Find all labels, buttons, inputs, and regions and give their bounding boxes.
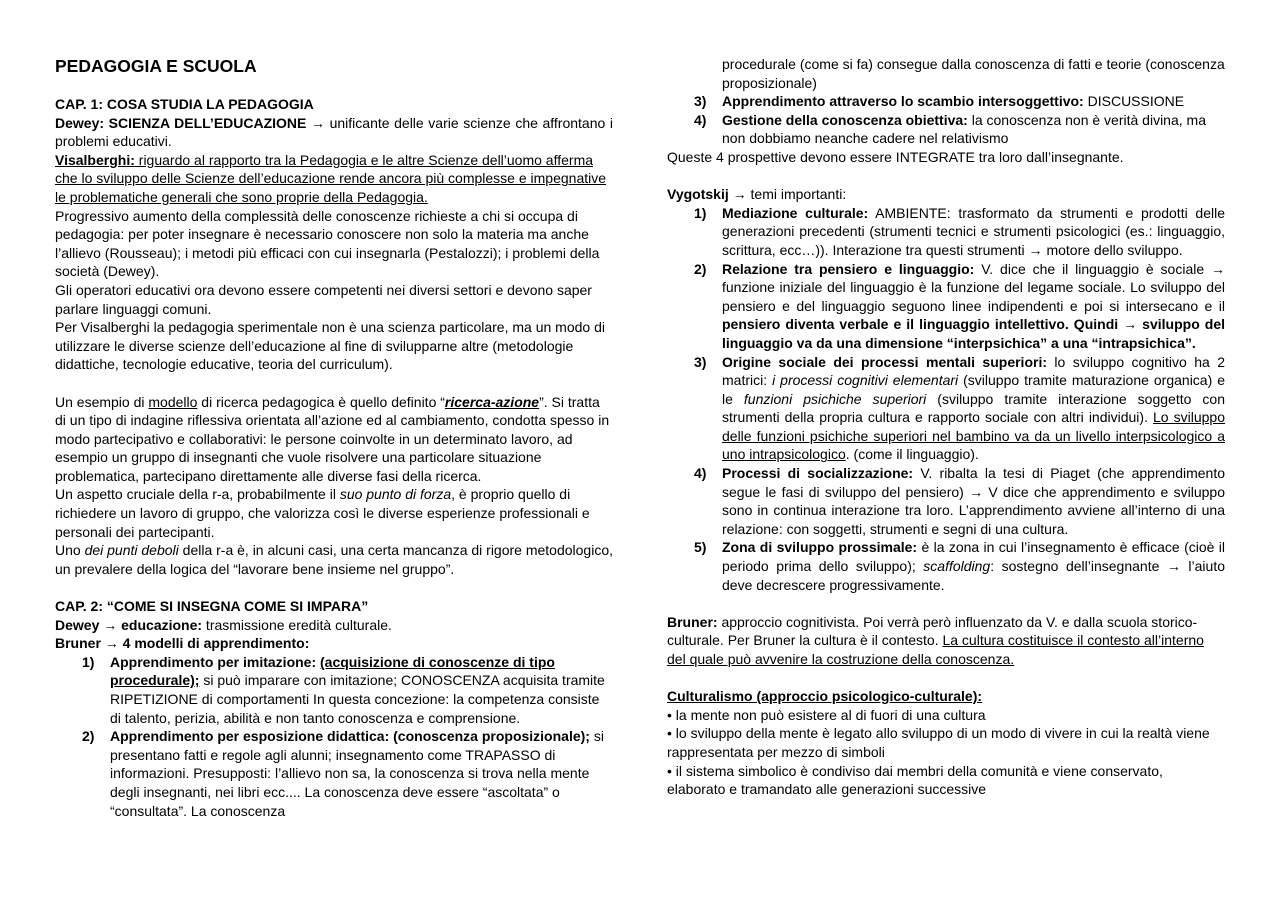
culturalismo-heading: Culturalismo (approccio psicologico-culturale):: [667, 688, 983, 705]
culturalismo-bullet: • lo sviluppo della mente è legato allo sviluppo di un modo di vivere in cui la realtà viene rappresentata per mezzo di simboli: [667, 725, 1210, 760]
list-item: 5) Zona di sviluppo prossimale: è la zona in cui l’insegnamento è efficace (cioè il periodo prima dello sviluppo); scaffolding: sostegno dell’insegnante → l’aiuto deve decrescere progressivamente.: [694, 539, 1225, 593]
ricerca-azione-term: ricerca-azione: [444, 393, 540, 410]
visalberghi-text: riguardo al rapporto tra la Pedagogia e le altre Scienze dell’uomo afferma che lo sviluppo delle Scienze dell’educazione rende ancora più complesse e impegnative le problematiche generali che sono proprie della Pedagogia.: [55, 151, 607, 205]
dewey-education: Dewey → educazione: trasmissione eredità culturale.: [55, 616, 392, 633]
dewey-arrow: →: [306, 114, 330, 131]
list-item: 4) Processi di socializzazione: V. ribalta la tesi di Piaget (che apprendimento segue le fasi di sviluppo del pensiero) → V dice che apprendimento e sviluppo sono in continua interazione tra loro. L’apprendimento avviene all’interno di una relazione: con soggetti, strumenti e segni di una cultura.: [694, 465, 1225, 537]
page-title: PEDAGOGIA E SCUOLA: [55, 56, 257, 76]
right-column: [667, 55, 1225, 799]
culturalismo-bullet: • il sistema simbolico è condiviso dai membri della comunità e viene conservato, elaborato e tramandato alle generazioni successive: [667, 762, 1163, 798]
culturalismo-bullet: • la mente non può esistere al di fuori di una cultura: [667, 706, 986, 723]
integrate-note: Queste 4 prospettive devono essere INTEGRATE tra loro dall’insegnante.: [667, 148, 1124, 165]
dewey-text: unificante delle varie scienze che affrontano i problemi educativi.: [55, 114, 613, 150]
visalberghi-label: Visalberghi:: [55, 151, 135, 168]
list-item: 4) Gestione della conoscenza obiettiva: la conoscenza non è verità divina, ma non dobbiamo neanche cadere nel relativismo: [694, 111, 1206, 147]
vygotskij-heading: Vygotskij → temi importanti:: [667, 186, 847, 203]
list-item: 3) Apprendimento attraverso lo scambio intersoggettivo: DISCUSSIONE: [694, 93, 1185, 110]
paragraph-weakness: Uno dei punti deboli della r-a è, in alcuni casi, una certa mancanza di rigore metodologico, un prevalere della logica del “lavorare bene insieme nel gruppo”.: [55, 542, 613, 577]
list-item: 2) Apprendimento per esposizione didattica: (conoscenza proposizionale); si presentano fatti e regole agli alunni; insegnamento come TRAPASSO di informazioni. Presupposti: l’allievo non sa, la conoscenza si trova nella mente degli insegnanti, nei libri ecc.... La conoscenza deve essere “ascoltata” o “consultata”. La conoscenza: [82, 728, 604, 819]
list-item: 2) Relazione tra pensiero e linguaggio: V. dice che il linguaggio è sociale → funzione iniziale del linguaggio è la funzione del legame sociale. Lo sviluppo del pensiero e del linguaggio seguono linee indipendenti e poi si intersecano e il pensiero diventa verbale e il linguaggio intellettivo. Quindi → sviluppo del linguaggio va da una dimensione “interpsichica” a una “intrapsichica”.: [694, 260, 1226, 351]
modello-term: modello: [148, 393, 198, 410]
paragraph-strength: Un aspetto cruciale della r-a, probabilmente il suo punto di forza, è proprio quello di richiedere un lavoro di gruppo, che valorizza così le diverse esperienze professionali e personali dei partecipanti.: [55, 486, 590, 540]
vygotskij-list: [667, 204, 1225, 594]
paragraph-experimental: Per Visalberghi la pedagogia sperimentale non è una scienza particolare, ma un modo di utilizzare le diverse scienze dell’educazione al fine di svilupparne altre (metodologie didattiche, tecnologie educative, teoria del curriculum).: [55, 319, 605, 373]
cap2-heading: CAP. 2: “COME SI INSEGNA COME SI IMPARA”: [55, 598, 369, 615]
paragraph-complexity: Progressivo aumento della complessità delle conoscenze richieste a chi si occupa di pedagogia: per poter insegnare è necessario conoscere non solo la materia ma anche l’allievo (Rousseau); i metodi più efficaci con cui insegnarla (Pestalozzi); i problemi della società (Dewey).: [55, 207, 600, 280]
visalberghi-paragraph: [55, 151, 613, 207]
list-item: 3) Origine sociale dei processi mentali superiori: lo sviluppo cognitivo ha 2 matrici: i processi cognitivi elementari (sviluppo tramite maturazione organica) e le funzioni psichiche superiori (sviluppo tramite interazione soggetto con strumenti della propria cultura e rapporto sociale con altri individui). Lo sviluppo delle funzioni psichiche superiori nel bambino va da un livello interpsicologico a uno intrapsicologico. (come il linguaggio).: [694, 353, 1226, 463]
dewey-paragraph: [55, 114, 613, 151]
learning-models-list: [55, 653, 613, 820]
left-column: [55, 55, 613, 820]
list-item: 1) Mediazione culturale: AMBIENTE: trasformato da strumenti e prodotti delle generazioni precedenti (strumenti tecnici e strumenti psicologici (es.: linguaggio, scrittura, ecc…)). Interazione tra questi strumenti → motore dello sviluppo.: [694, 204, 1225, 258]
dewey-label: Dewey: SCIENZA DELL’EDUCAZIONE: [55, 114, 307, 131]
bruner-paragraph: Bruner: approccio cognitivista. Poi verrà però influenzato da V. e dalla scuola storico-culturale. Per Bruner la cultura è il contesto. La cultura costituisce il contesto all’interno del quale può avvenire la costruzione della conoscenza.: [667, 613, 1204, 667]
cap1-heading: CAP. 1: COSA STUDIA LA PEDAGOGIA: [55, 96, 314, 112]
learning-models-list-cont: [667, 92, 1225, 148]
bruner-models-heading: Bruner → 4 modelli di apprendimento:: [55, 635, 310, 652]
paragraph-ricerca-azione: Un esempio di modello di ricerca pedagogica è quello definito “ricerca-azione”. Si tratta di un tipo di indagine riflessiva orientata all’azione ed al cambiamento, condotta spesso in modo partecipativo e collaborativi: le persone coinvolte in un determinato lavoro, ad esempio un gruppo di insegnanti che vuole risolvere una particolare situazione problematica, partecipano direttamente alle diverse fasi della ricerca.: [55, 393, 610, 484]
continued-text: procedurale (come si fa) consegue dalla conoscenza di fatti e teorie (conoscenza proposizionale): [722, 56, 1225, 91]
paragraph-operators: Gli operatori educativi ora devono essere competenti nei diversi settori e devono saper parlare linguaggi comuni.: [55, 281, 592, 317]
list-item: 1) Apprendimento per imitazione: (acquisizione di conoscenze di tipo procedurale); si può imparare con imitazione; CONOSCENZA acquisita tramite RIPETIZIONE di comportamenti In questa concezione: la competenza consiste di talento, perizia, abilità e non tanto conoscenza e comprensione.: [82, 653, 605, 726]
